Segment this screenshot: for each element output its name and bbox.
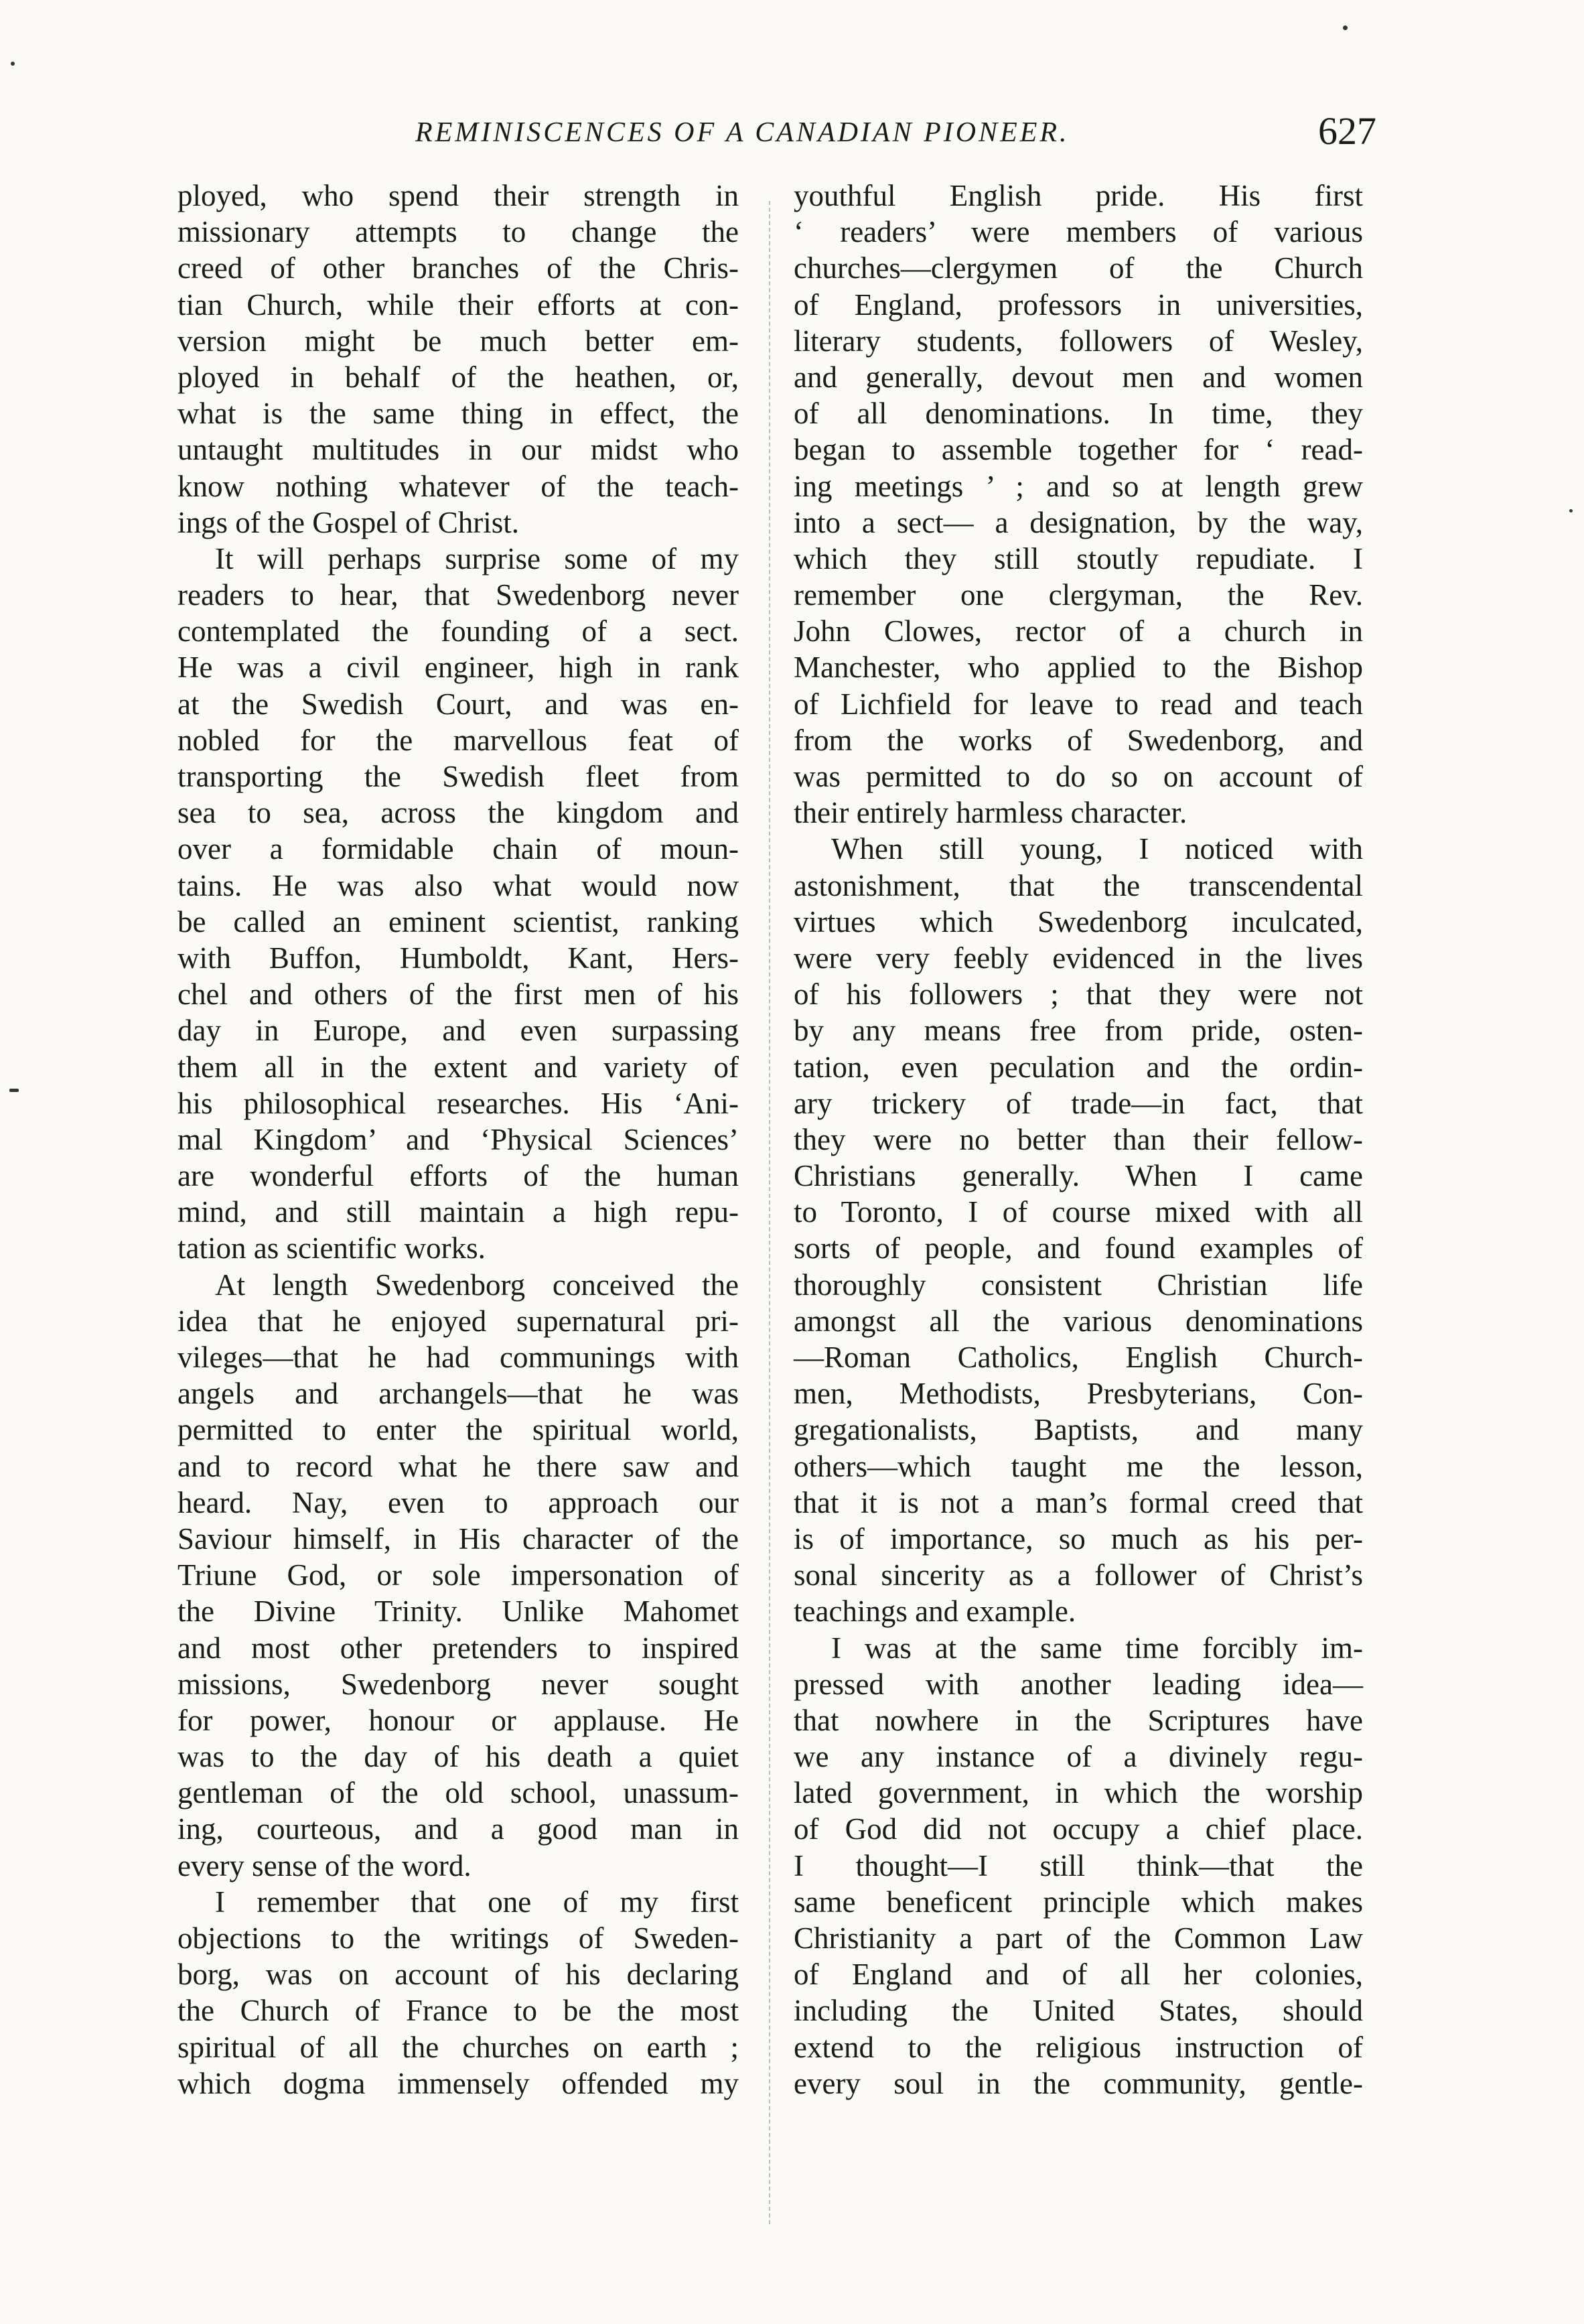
text-line: is of importance, so much as his per- bbox=[794, 1521, 1363, 1556]
text-line: lated government, in which the worship bbox=[794, 1776, 1363, 1810]
print-speck bbox=[1343, 25, 1348, 30]
text-line: permitted to enter the spiritual world, bbox=[177, 1413, 739, 1447]
text-line: at the Swedish Court, and was en- bbox=[177, 687, 739, 721]
text-line: objections to the writings of Sweden- bbox=[177, 1921, 739, 1955]
text-line: contemplated the founding of a sect. bbox=[177, 614, 739, 648]
text-line: what is the same thing in effect, the bbox=[177, 397, 739, 431]
text-line: men, Methodists, Presbyterians, Con- bbox=[794, 1377, 1363, 1411]
text-line: of England and of all her colonies, bbox=[794, 1958, 1363, 1992]
text-line: we any instance of a divinely regu- bbox=[794, 1740, 1363, 1774]
text-line: churches—clergymen of the Church bbox=[794, 251, 1363, 285]
text-line: remember one clergyman, the Rev. bbox=[794, 578, 1363, 612]
text-line: astonishment, that the transcendental bbox=[794, 868, 1363, 902]
text-line: I remember that one of my first bbox=[215, 1885, 739, 1919]
print-speck bbox=[9, 1089, 19, 1092]
text-line: are wonderful efforts of the human bbox=[177, 1159, 739, 1193]
text-line: untaught multitudes in our midst who bbox=[177, 433, 739, 467]
text-line: they were no better than their fellow- bbox=[794, 1122, 1363, 1156]
text-line: over a formidable chain of moun- bbox=[177, 832, 739, 866]
text-line: and generally, devout men and women bbox=[794, 360, 1363, 394]
text-line: virtues which Swedenborg inculcated, bbox=[794, 904, 1363, 939]
text-line: which they still stoutly repudiate. I bbox=[794, 541, 1363, 575]
running-title: REMINISCENCES OF A CANADIAN PIONEER. bbox=[415, 117, 1070, 148]
text-line: vileges—that he had communings with bbox=[177, 1341, 739, 1374]
text-line: sorts of people, and found examples of bbox=[794, 1231, 1363, 1266]
page-number: 627 bbox=[1318, 109, 1376, 153]
text-line: Triune God, or sole impersonation of bbox=[177, 1558, 739, 1592]
text-line: his philosophical researches. His ‘Ani- bbox=[177, 1086, 739, 1120]
text-line: tation, even peculation and the ordin- bbox=[794, 1050, 1363, 1084]
text-line: sea to sea, across the kingdom and bbox=[177, 796, 739, 830]
text-line: ployed, who spend their strength in bbox=[177, 179, 739, 212]
left-column bbox=[177, 178, 739, 2102]
text-line: thoroughly consistent Christian life bbox=[794, 1268, 1363, 1302]
text-line: Saviour himself, in His character of the bbox=[177, 1521, 739, 1556]
text-line: and to record what he there saw and bbox=[177, 1449, 739, 1483]
text-line: version might be much better em- bbox=[177, 324, 739, 358]
text-line: spiritual of all the churches on earth ; bbox=[177, 2030, 739, 2064]
text-line: chel and others of the first men of his bbox=[177, 977, 739, 1012]
text-line: literary students, followers of Wesley, bbox=[794, 324, 1363, 358]
text-line: missions, Swedenborg never sought bbox=[177, 1667, 739, 1701]
text-line: that nowhere in the Scriptures have bbox=[794, 1703, 1363, 1737]
text-line: them all in the extent and variety of bbox=[177, 1050, 739, 1084]
text-line: by any means free from pride, osten- bbox=[794, 1014, 1363, 1048]
text-line: tains. He was also what would now bbox=[177, 868, 739, 902]
page-header bbox=[177, 109, 1376, 159]
text-line: mal Kingdom’ and ‘Physical Sciences’ bbox=[177, 1122, 739, 1156]
text-line: At length Swedenborg conceived the bbox=[215, 1268, 739, 1302]
column-divider bbox=[769, 201, 770, 2224]
text-line: ing meetings ’ ; and so at length grew bbox=[794, 469, 1363, 503]
text-line: Christians generally. When I came bbox=[794, 1159, 1363, 1193]
text-line: their entirely harmless character. bbox=[794, 796, 1187, 830]
text-line: into a sect— a designation, by the way, bbox=[794, 505, 1363, 539]
text-line: idea that he enjoyed supernatural pri- bbox=[177, 1304, 739, 1338]
text-line: of Lichfield for leave to read and teach bbox=[794, 687, 1363, 721]
text-line: mind, and still maintain a high repu- bbox=[177, 1195, 739, 1229]
text-line: that it is not a man’s formal creed that bbox=[794, 1485, 1363, 1519]
text-line: of God did not occupy a chief place. bbox=[794, 1812, 1363, 1846]
text-line: I was at the same time forcibly im- bbox=[831, 1631, 1363, 1665]
text-line: ings of the Gospel of Christ. bbox=[177, 505, 519, 539]
text-line: for power, honour or applause. He bbox=[177, 1703, 739, 1737]
print-speck bbox=[1569, 509, 1573, 512]
text-line: transporting the Swedish fleet from bbox=[177, 760, 739, 793]
text-line: tation as scientific works. bbox=[177, 1231, 486, 1266]
text-line: It will perhaps surprise some of my bbox=[215, 541, 739, 575]
text-line: gentleman of the old school, unassum- bbox=[177, 1776, 739, 1810]
text-line: extend to the religious instruction of bbox=[794, 2030, 1363, 2064]
text-line: was permitted to do so on account of bbox=[794, 760, 1363, 793]
right-column bbox=[794, 178, 1363, 2102]
text-line: creed of other branches of the Chris- bbox=[177, 251, 739, 285]
text-line: with Buffon, Humboldt, Kant, Hers- bbox=[177, 941, 739, 975]
text-line: missionary attempts to change the bbox=[177, 215, 739, 249]
text-line: sonal sincerity as a follower of Christ’s bbox=[794, 1558, 1363, 1592]
text-line: amongst all the various denominations bbox=[794, 1304, 1363, 1338]
text-line: began to assemble together for ‘ read- bbox=[794, 433, 1363, 467]
text-line: same beneficent principle which makes bbox=[794, 1885, 1363, 1919]
text-line: pressed with another leading idea— bbox=[794, 1667, 1363, 1701]
text-line: ary trickery of trade—in fact, that bbox=[794, 1086, 1363, 1120]
text-line: were very feebly evidenced in the lives bbox=[794, 941, 1363, 975]
text-line: When still young, I noticed with bbox=[831, 832, 1363, 866]
text-line: borg, was on account of his declaring bbox=[177, 1958, 739, 1992]
text-line: ‘ readers’ were members of various bbox=[794, 215, 1363, 249]
text-line: ployed in behalf of the heathen, or, bbox=[177, 360, 739, 394]
text-line: which dogma immensely offended my bbox=[177, 2066, 739, 2100]
text-line: I thought—I still think—that the bbox=[794, 1848, 1363, 1883]
text-line: of his followers ; that they were not bbox=[794, 977, 1363, 1012]
text-line: the Church of France to be the most bbox=[177, 1994, 739, 2028]
text-line: know nothing whatever of the teach- bbox=[177, 469, 739, 503]
text-line: to Toronto, I of course mixed with all bbox=[794, 1195, 1363, 1229]
text-line: Christianity a part of the Common Law bbox=[794, 1921, 1363, 1955]
text-line: day in Europe, and even surpassing bbox=[177, 1014, 739, 1048]
text-line: be called an eminent scientist, ranking bbox=[177, 904, 739, 939]
text-line: of all denominations. In time, they bbox=[794, 397, 1363, 431]
text-line: —Roman Catholics, English Church- bbox=[794, 1341, 1363, 1374]
text-line: youthful English pride. His first bbox=[794, 179, 1363, 212]
text-line: heard. Nay, even to approach our bbox=[177, 1485, 739, 1519]
text-line: every sense of the word. bbox=[177, 1848, 472, 1883]
text-line: and most other pretenders to inspired bbox=[177, 1631, 739, 1665]
text-line: readers to hear, that Swedenborg never bbox=[177, 578, 739, 612]
text-line: from the works of Swedenborg, and bbox=[794, 723, 1363, 757]
text-line: others—which taught me the lesson, bbox=[794, 1449, 1363, 1483]
text-line: teachings and example. bbox=[794, 1594, 1076, 1629]
text-line: ing, courteous, and a good man in bbox=[177, 1812, 739, 1846]
text-line: angels and archangels—that he was bbox=[177, 1377, 739, 1411]
text-line: every soul in the community, gentle- bbox=[794, 2066, 1363, 2100]
text-line: John Clowes, rector of a church in bbox=[794, 614, 1363, 648]
text-line: of England, professors in universities, bbox=[794, 287, 1363, 322]
text-line: was to the day of his death a quiet bbox=[177, 1740, 739, 1774]
text-line: including the United States, should bbox=[794, 1994, 1363, 2028]
text-line: Manchester, who applied to the Bishop bbox=[794, 651, 1363, 685]
text-line: gregationalists, Baptists, and many bbox=[794, 1413, 1363, 1447]
text-line: He was a civil engineer, high in rank bbox=[177, 651, 739, 685]
text-line: nobled for the marvellous feat of bbox=[177, 723, 739, 757]
print-speck bbox=[11, 62, 15, 66]
text-line: tian Church, while their efforts at con- bbox=[177, 287, 739, 322]
text-line: the Divine Trinity. Unlike Mahomet bbox=[177, 1594, 739, 1629]
